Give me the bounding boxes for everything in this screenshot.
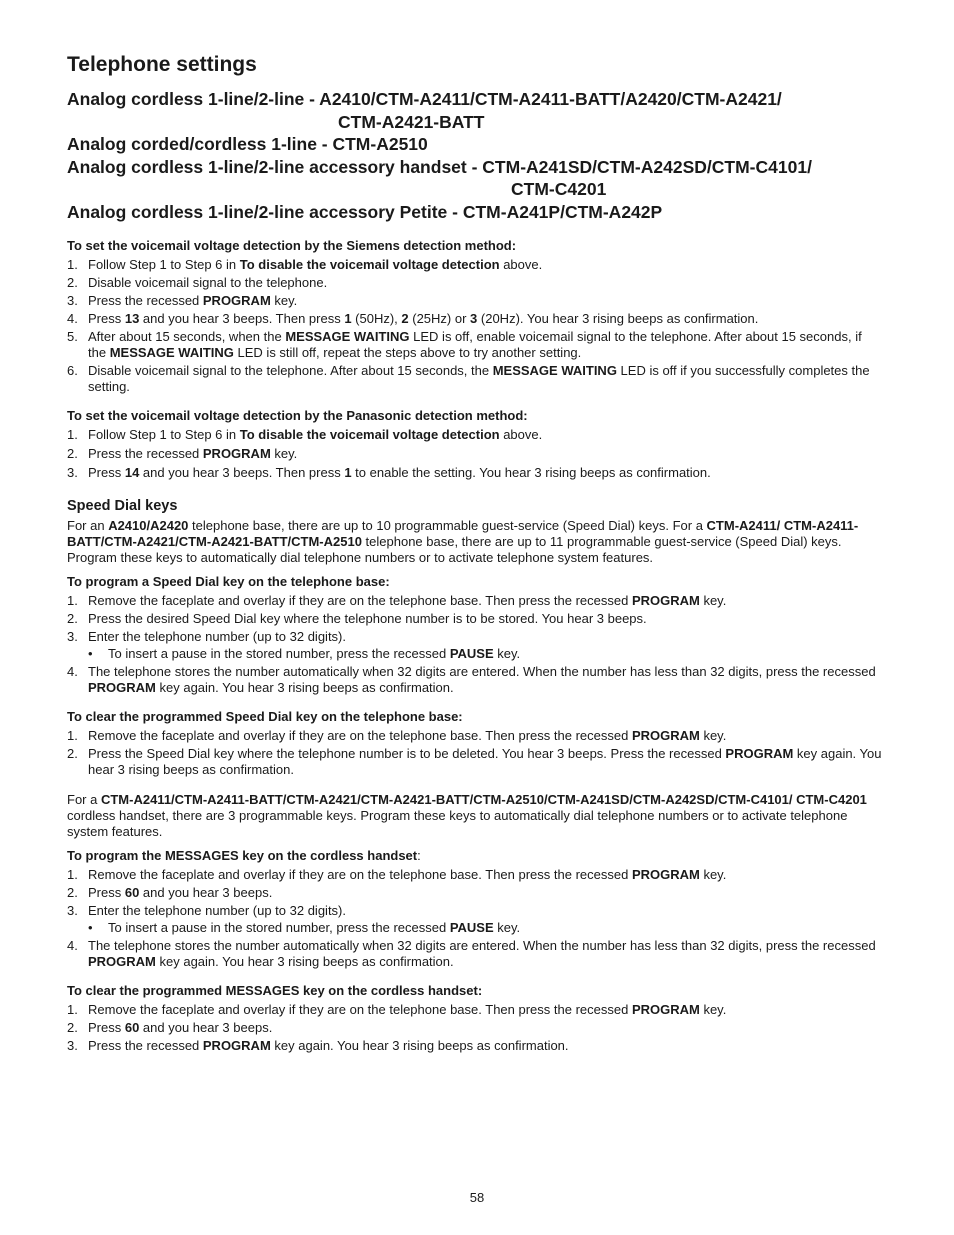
step-number: 2.	[67, 885, 78, 900]
step-text: key again. You hear 3 rising beeps as confirmation.	[88, 746, 882, 777]
list-item	[67, 1002, 882, 1018]
step-text: Press	[88, 885, 125, 900]
step-text: LED is off, enable voicemail signal to the telephone. After about 15 seconds, if the	[88, 329, 862, 360]
model-line: Analog cordless 1-line/2-line accessory Petite - CTM-A241P/CTM-A242P	[67, 201, 663, 222]
step-bold: PROGRAM	[202, 446, 271, 461]
list-item	[67, 611, 882, 627]
program-messages-steps	[67, 867, 882, 970]
clear-speed-dial-steps	[67, 728, 882, 778]
step-bold: PAUSE	[449, 920, 494, 935]
speed-dial-title: Speed Dial keys	[67, 498, 178, 514]
step-text: Remove the faceplate and overlay if they are on the telephone base. Then press the recessed	[88, 867, 632, 882]
page-number: 58	[469, 1190, 485, 1205]
step-number: 1.	[67, 867, 78, 882]
program-speed-dial-heading: To program a Speed Dial key on the telephone base:	[67, 574, 390, 589]
step-number: 1.	[67, 427, 78, 442]
step-text: above.	[499, 257, 543, 272]
model-line: Analog cordless 1-line/2-line - A2410/CTM-A2411/CTM-A2411-BATT/A2420/CTM-A2421/	[67, 89, 782, 109]
list-item	[67, 867, 882, 883]
list-item	[67, 1020, 882, 1036]
step-text: Disable voicemail signal to the telephone.	[88, 275, 328, 290]
clear-speed-dial-heading: To clear the programmed Speed Dial key on the telephone base:	[67, 709, 463, 724]
list-item	[67, 465, 882, 481]
para-bold: CTM-A2411/CTM-A2411-BATT/CTM-A2421/CTM-A2421-BATT/CTM-A2510/CTM-A241SD/CTM-A242SD/CTM-C4101/ CTM-C4201	[100, 792, 867, 807]
para-text: For a	[67, 792, 101, 807]
clear-messages-heading: To clear the programmed MESSAGES key on the cordless handset:	[67, 983, 483, 998]
step-number: 4.	[67, 311, 78, 326]
sub-bullet	[67, 646, 882, 662]
step-text: Press the recessed	[88, 446, 203, 461]
step-bold: PROGRAM	[88, 954, 156, 969]
step-text: The telephone stores the number automatically when 32 digits are entered. When the number has less than 32 digits, press the recessed	[88, 664, 876, 679]
bullet-icon: •	[88, 646, 93, 661]
step-text: key again. You hear 3 rising beeps as confirmation.	[155, 680, 454, 695]
step-bold: MESSAGE WAITING	[109, 345, 234, 360]
step-text: and you hear 3 beeps.	[139, 885, 273, 900]
step-text: Press the Speed Dial key where the telephone number is to be deleted. You hear 3 beeps. Press the recessed	[88, 746, 726, 761]
para-bold: A2410/A2420	[108, 518, 189, 533]
step-text: key.	[699, 593, 727, 608]
step-text: Enter the telephone number (up to 32 digits).	[88, 903, 346, 918]
list-item	[67, 329, 882, 361]
bullet-icon: •	[88, 920, 93, 935]
step-text: and you hear 3 beeps.	[139, 1020, 273, 1035]
list-item	[67, 446, 882, 462]
step-number: 4.	[67, 664, 78, 679]
step-text: Press the recessed	[88, 1038, 203, 1053]
step-text: To insert a pause in the stored number, press the recessed	[108, 920, 450, 935]
step-text: LED is still off, repeat the steps above to try another setting.	[233, 345, 582, 360]
step-bold: PROGRAM	[88, 680, 156, 695]
step-bold: To disable the voicemail voltage detection	[239, 427, 500, 442]
step-bold: 60	[124, 885, 140, 900]
step-number: 2.	[67, 446, 78, 461]
model-line: Analog cordless 1-line/2-line accessory handset - CTM-A241SD/CTM-A242SD/CTM-C4101/	[67, 156, 812, 177]
step-bold: PROGRAM	[631, 728, 700, 743]
program-speed-dial-steps	[67, 593, 882, 696]
step-text: key again. You hear 3 rising beeps as confirmation.	[270, 1038, 569, 1053]
list-item	[67, 903, 882, 936]
handset-intro	[67, 792, 882, 840]
step-number: 3.	[67, 903, 78, 918]
siemens-heading: To set the voicemail voltage detection by the Siemens detection method:	[67, 238, 517, 253]
para-text: telephone base, there are up to 11 programmable guest-service (Speed Dial) keys. Program these keys to automatically dial telephone numbers or to activate telephone system features.	[67, 534, 842, 565]
step-text: key.	[493, 646, 521, 661]
step-text: to enable the setting. You hear 3 rising beeps as confirmation.	[351, 465, 711, 480]
list-item	[67, 311, 882, 327]
step-text: and you hear 3 beeps. Then press	[139, 311, 345, 326]
step-number: 2.	[67, 1020, 78, 1035]
step-bold: To disable the voicemail voltage detection	[239, 257, 500, 272]
heading-text: To program the MESSAGES key on the cordless handset	[67, 848, 418, 863]
step-bold: PROGRAM	[631, 593, 700, 608]
siemens-steps	[67, 257, 882, 395]
step-text: Press	[88, 465, 125, 480]
model-list	[67, 88, 882, 223]
step-text: The telephone stores the number automatically when 32 digits are entered. When the number has less than 32 digits, press the recessed	[88, 938, 876, 953]
step-bold: 2	[401, 311, 409, 326]
model-heading	[67, 156, 882, 201]
step-text: After about 15 seconds, when the	[88, 329, 286, 344]
step-text: and you hear 3 beeps. Then press	[139, 465, 345, 480]
list-item	[67, 275, 882, 291]
step-number: 1.	[67, 593, 78, 608]
step-bold: PAUSE	[449, 646, 494, 661]
step-text: LED is off if you successfully completes the setting.	[88, 363, 870, 394]
list-item	[67, 885, 882, 901]
step-bold: PROGRAM	[631, 867, 700, 882]
document-page	[67, 52, 882, 1066]
step-text: key.	[493, 920, 521, 935]
step-bold: 60	[124, 1020, 140, 1035]
step-number: 3.	[67, 465, 78, 480]
step-bold: PROGRAM	[202, 1038, 271, 1053]
step-text: key.	[699, 1002, 727, 1017]
step-bold: MESSAGE WAITING	[492, 363, 617, 378]
step-text: key.	[699, 867, 727, 882]
step-bold: PROGRAM	[631, 1002, 700, 1017]
step-text: key.	[270, 446, 298, 461]
step-text: Remove the faceplate and overlay if they are on the telephone base. Then press the recessed	[88, 593, 632, 608]
step-text: key.	[699, 728, 727, 743]
model-heading	[67, 133, 882, 156]
step-text: key.	[270, 293, 298, 308]
list-item	[67, 938, 882, 970]
step-number: 3.	[67, 629, 78, 644]
page-title: Telephone settings	[67, 53, 257, 76]
para-text: telephone base, there are up to 10 programmable guest-service (Speed Dial) keys. For a	[188, 518, 707, 533]
step-bold: PROGRAM	[725, 746, 794, 761]
step-number: 1.	[67, 1002, 78, 1017]
list-item	[67, 1038, 882, 1054]
list-item	[67, 257, 882, 273]
step-bold: MESSAGE WAITING	[285, 329, 410, 344]
step-text: (50Hz),	[351, 311, 402, 326]
step-bold: 3	[470, 311, 478, 326]
step-number: 2.	[67, 746, 78, 761]
program-messages-heading	[67, 847, 882, 864]
heading-colon: :	[417, 848, 421, 863]
list-item	[67, 363, 882, 395]
para-text: For an	[67, 518, 109, 533]
step-number: 1.	[67, 257, 78, 272]
step-bold: 14	[124, 465, 140, 480]
para-text: cordless handset, there are 3 programmable keys. Program these keys to automatically dial telephone numbers or to activate telephone system features.	[67, 808, 848, 839]
step-bold: PROGRAM	[202, 293, 271, 308]
step-number: 3.	[67, 293, 78, 308]
clear-messages-steps	[67, 1002, 882, 1054]
step-number: 1.	[67, 728, 78, 743]
list-item	[67, 664, 882, 696]
step-text: Follow Step 1 to Step 6 in	[88, 427, 240, 442]
step-text: Enter the telephone number (up to 32 digits).	[88, 629, 346, 644]
step-text: key again. You hear 3 rising beeps as confirmation.	[155, 954, 454, 969]
step-bold: 13	[124, 311, 140, 326]
list-item	[67, 728, 882, 744]
model-line-continued: CTM-C4201	[511, 179, 607, 199]
model-line-continued: CTM-A2421-BATT	[338, 111, 485, 132]
step-text: above.	[499, 427, 543, 442]
step-bold: 1	[344, 311, 352, 326]
step-number: 2.	[67, 611, 78, 626]
step-text: Press	[88, 1020, 125, 1035]
step-text: Press the desired Speed Dial key where the telephone number is to be stored. You hear 3 beeps.	[88, 611, 647, 626]
model-heading	[67, 88, 882, 133]
list-item	[67, 746, 882, 778]
step-text: Follow Step 1 to Step 6 in	[88, 257, 240, 272]
list-item	[67, 629, 882, 662]
para-bold: CTM-A2411/ CTM-A2411-BATT/CTM-A2421/CTM-A2421-BATT/CTM-A2510	[67, 518, 859, 549]
step-text: Press the recessed	[88, 293, 203, 308]
step-number: 5.	[67, 329, 78, 344]
sub-bullet	[67, 920, 882, 936]
step-bold: 1	[344, 465, 352, 480]
list-item	[67, 293, 882, 309]
step-number: 3.	[67, 1038, 78, 1053]
step-text: Remove the faceplate and overlay if they are on the telephone base. Then press the recessed	[88, 728, 632, 743]
model-heading	[67, 201, 882, 224]
model-line: Analog corded/cordless 1-line - CTM-A2510	[67, 134, 428, 154]
panasonic-heading: To set the voicemail voltage detection by the Panasonic detection method:	[67, 408, 528, 423]
step-number: 2.	[67, 275, 78, 290]
step-text: To insert a pause in the stored number, press the recessed	[108, 646, 450, 661]
panasonic-steps	[67, 427, 882, 481]
step-text: Disable voicemail signal to the telephone. After about 15 seconds, the	[88, 363, 493, 378]
step-number: 6.	[67, 363, 78, 378]
step-number: 4.	[67, 938, 78, 953]
step-text: (25Hz) or	[408, 311, 471, 326]
speed-dial-intro	[67, 518, 882, 566]
step-text: (20Hz). You hear 3 rising beeps as confirmation.	[477, 311, 759, 326]
list-item	[67, 427, 882, 443]
step-text: Remove the faceplate and overlay if they are on the telephone base. Then press the recessed	[88, 1002, 632, 1017]
step-text: Press	[88, 311, 125, 326]
list-item	[67, 593, 882, 609]
